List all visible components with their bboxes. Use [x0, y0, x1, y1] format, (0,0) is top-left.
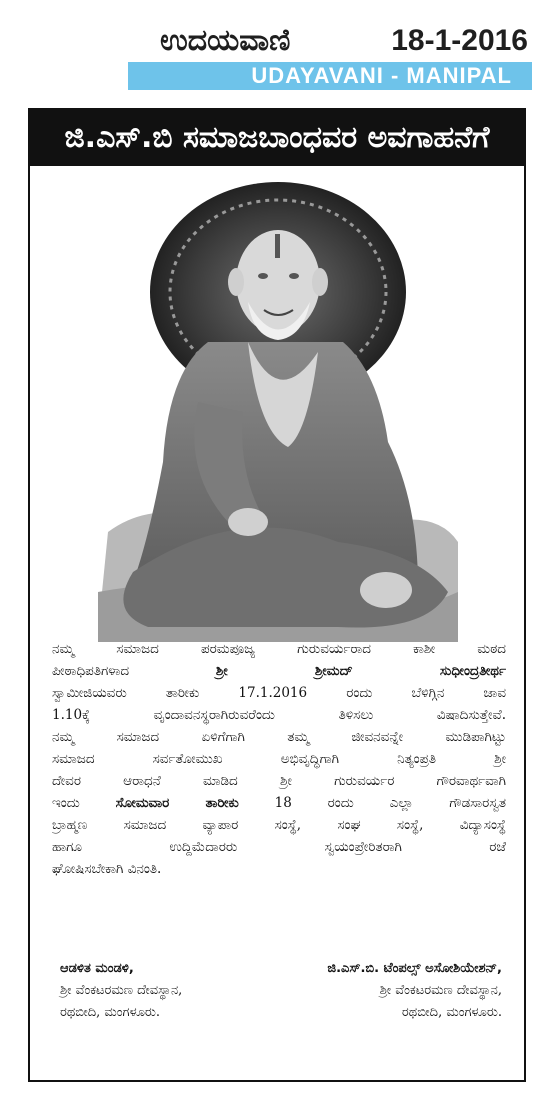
body-line: ಇಂದು ಸೋಮವಾರ ತಾರೀಕು 18 ರಂದು ಎಲ್ಲಾ ಗೌಡಸಾರಸ್ವತ	[52, 795, 506, 811]
signature-line: ಶ್ರೀ ವೆಂಕಟರಮಣ ದೇವಸ್ಥಾನ,	[379, 983, 502, 998]
signature-org: ಆಡಳಿತ ಮಂಡಳಿ,	[60, 961, 134, 976]
signature-right	[327, 958, 502, 1024]
newspaper-name-kannada: ಉದಯವಾಣಿ	[160, 23, 291, 58]
body-line: ಪೀಠಾಧಿಪತಿಗಳಾದ ಶ್ರೀ ಶ್ರೀಮದ್ ಸುಧೀಂದ್ರತೀರ್ಥ	[52, 663, 506, 679]
swamiji-name: ಶ್ರೀ ಶ್ರೀಮದ್ ಸುಧೀಂದ್ರತೀರ್ಥ	[215, 663, 506, 679]
body-line: ಸಮಾಜದ ಸರ್ವತೋಮುಖ ಅಭಿವೃದ್ಧಿಗಾಗಿ ನಿತ್ಯಂಪ್ರತಿ ಶ್ರೀ	[52, 751, 506, 767]
signature-org: ಜಿ.ಎಸ್.ಬಿ. ಟೆಂಪಲ್ಸ್ ಅಸೋಶಿಯೇಶನ್,	[327, 961, 502, 976]
signature-line: ರಥಬೀದಿ, ಮಂಗಳೂರು.	[60, 1005, 161, 1020]
body-line: ಹಾಗೂ ಉದ್ದಿಮೆದಾರರು ಸ್ವಯಂಪ್ರೇರಿತರಾಗಿ ರಜೆ	[52, 839, 506, 855]
body-line: 1.10ಕ್ಕೆ ವೃಂದಾವನಸ್ಥರಾಗಿರುವರೆಂದು ತಿಳಿಸಲು ವಿಷಾದಿಸುತ್ತೇವೆ.	[52, 707, 506, 723]
body-line: ಘೋಷಿಸಬೇಕಾಗಿ ವಿನಂತಿ.	[52, 861, 162, 877]
body-line: ಬ್ರಾಹ್ಮಣ ಸಮಾಜದ ವ್ಯಾಪಾರ ಸಂಸ್ಥೆ, ಸಂಘ ಸಂಸ್ಥೆ, ವಿದ್ಯಾಸಂಸ್ಥೆ	[52, 817, 506, 833]
obituary-advertisement	[28, 108, 526, 1082]
publication-date: 18-1-2016	[391, 24, 528, 57]
body-line: ನಮ್ಮ ಸಮಾಜದ ಏಳಿಗೆಗಾಗಿ ತಮ್ಮ ಜೀವನವನ್ನೇ ಮುಡಿಪಾಗಿಟ್ಟು	[52, 729, 506, 745]
body-line: ನಮ್ಮ ಸಮಾಜದ ಪರಮಪೂಜ್ಯ ಗುರುವರ್ಯರಾದ ಕಾಶೀ ಮಠದ	[52, 641, 506, 657]
ad-body	[52, 638, 506, 880]
holiday-date-label: ಸೋಮವಾರ ತಾರೀಕು	[115, 795, 239, 811]
body-line: ಸ್ವಾಮೀಜಿಯವರು ತಾರೀಕು 17.1.2016 ರಂದು ಬೆಳಿಗ್ಗಿನ ಜಾವ	[52, 685, 506, 701]
signature-left	[60, 958, 182, 1024]
edition-name: UDAYAVANI - MANIPAL	[251, 63, 512, 88]
ad-headline: ಜಿ.ಎಸ್.ಬಿ ಸಮಾಜಬಾಂಧವರ ಅವಗಾಹನೆಗೆ	[30, 110, 524, 166]
signature-line: ಶ್ರೀ ವೆಂಕಟರಮಣ ದೇವಸ್ಥಾನ,	[60, 983, 183, 998]
swamiji-photo	[88, 172, 468, 652]
body-line: ದೇವರ ಆರಾಧನೆ ಮಾಡಿದ ಶ್ರೀ ಗುರುವರ್ಯರ ಗೌರವಾರ್ಥವಾಗಿ	[52, 773, 506, 789]
signature-line: ರಥಬೀದಿ, ಮಂಗಳೂರು.	[401, 1005, 502, 1020]
